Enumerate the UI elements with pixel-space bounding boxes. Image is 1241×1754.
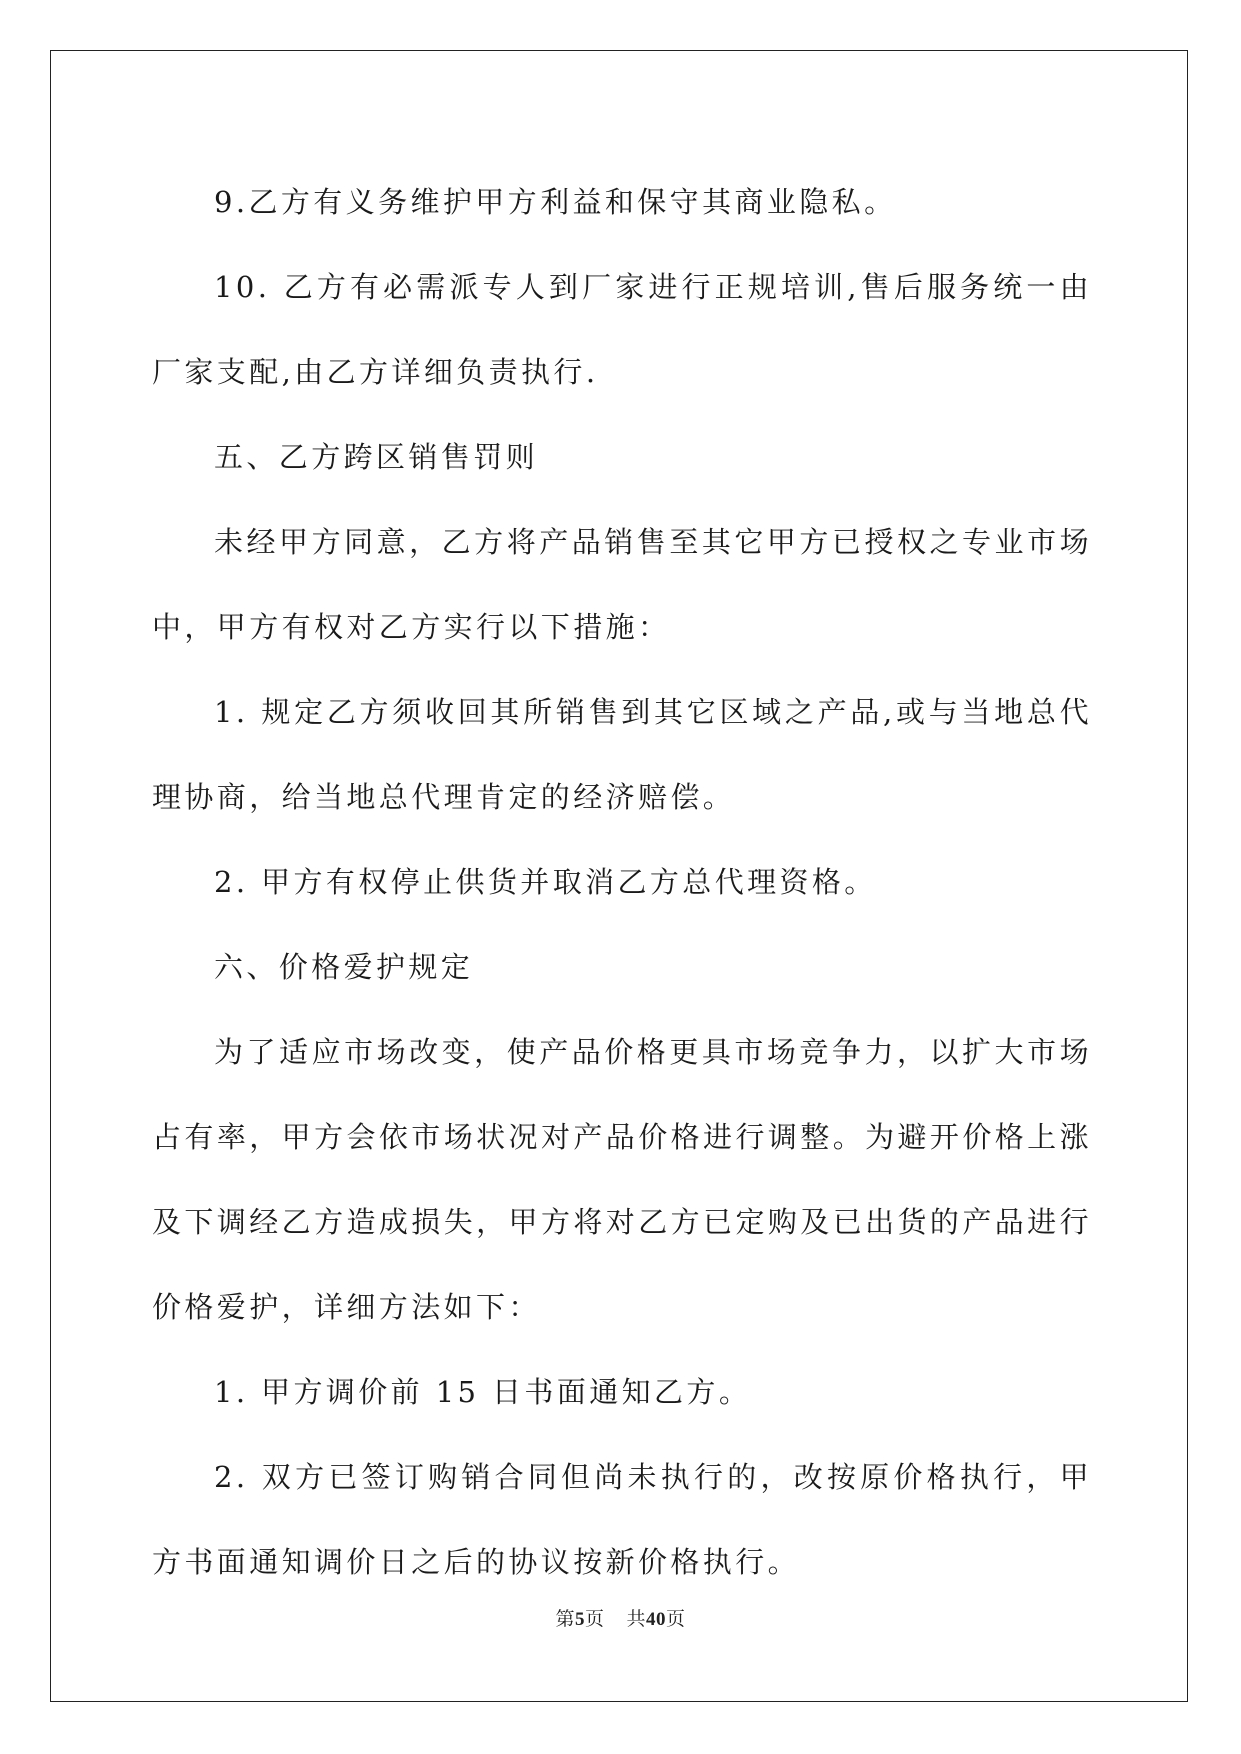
total-unit: 页 (666, 1608, 686, 1630)
section-heading-price-protection: 六、价格爱护规定 (214, 950, 474, 984)
page-total: 40 (646, 1609, 667, 1630)
paragraph-clause-9: 9.乙方有义务维护甲方利益和保守其商业隐私。 (214, 185, 897, 219)
paragraph-penalty-intro: 未经甲方同意，乙方将产品销售至其它甲方已授权之专业市场中，甲方有权对乙方实行以下措施： (152, 525, 1092, 644)
paragraph-price-intro: 为了适应市场改变，使产品价格更具市场竞争力，以扩大市场占有率，甲方会依市场状况对产品价格进行调整。为避开价格上涨及下调经乙方造成损失，甲方将对乙方已定购及已出货的产品进行价格爱护，详细方法如下： (152, 1035, 1092, 1324)
document-body (152, 160, 1092, 1605)
paragraph-price-2: 2. 双方已签订购销合同但尚未执行的，改按原价格执行，甲方书面通知调价日之后的协议按新价格执行。 (152, 1460, 1092, 1579)
page-footer (0, 1604, 1241, 1631)
page-prefix: 第 (555, 1608, 575, 1630)
paragraph-clause-10: 10. 乙方有必需派专人到厂家进行正规培训,售后服务统一由厂家支配,由乙方详细负责执行. (152, 270, 1092, 389)
section-heading-cross-region-penalty: 五、乙方跨区销售罚则 (214, 440, 539, 474)
page-unit: 页 (584, 1608, 605, 1630)
paragraph-price-1: 1. 甲方调价前 15 日书面通知乙方。 (214, 1375, 752, 1409)
paragraph-penalty-1: 1. 规定乙方须收回其所销售到其它区域之产品,或与当地总代理协商，给当地总代理肯定的经济赔偿。 (152, 695, 1092, 814)
page-current: 5 (574, 1609, 585, 1630)
total-prefix: 共 (626, 1608, 647, 1630)
paragraph-penalty-2: 2. 甲方有权停止供货并取消乙方总代理资格。 (214, 865, 877, 899)
